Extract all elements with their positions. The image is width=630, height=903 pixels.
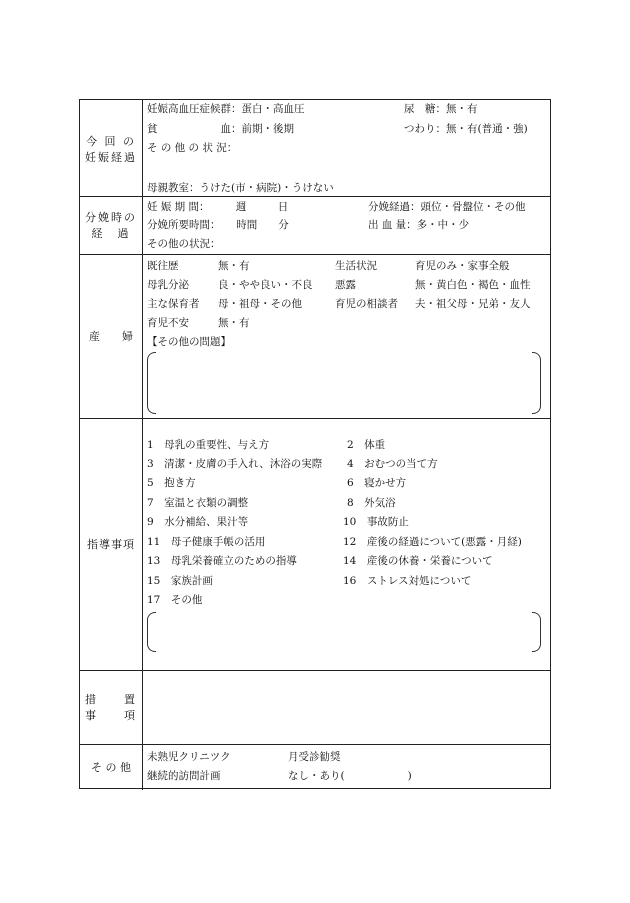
guidance-item: 13 母乳栄養確立のための指導 bbox=[147, 555, 297, 567]
pih-field: 妊娠高血圧症候群：蛋白・高血圧 bbox=[147, 103, 305, 115]
measures-header-line2: 事 項 bbox=[85, 708, 137, 722]
urine-sugar-field: 尿 糖：無・有 bbox=[404, 103, 478, 115]
milk-label: 母乳分泌 bbox=[147, 279, 189, 291]
guidance-item: 17 その他 bbox=[147, 594, 203, 606]
life-value: 育児のみ・家事全般 bbox=[415, 260, 510, 272]
advisor-value: 夫・祖父母・兄弟・友人 bbox=[415, 298, 531, 310]
guidance-item: 8 外気浴 bbox=[347, 497, 396, 509]
measures-header-line1: 措 置 bbox=[85, 692, 137, 706]
delivery-header bbox=[80, 197, 143, 254]
measures-content bbox=[142, 671, 550, 744]
guidance-item: 14 産後の休養・栄養について bbox=[343, 555, 493, 567]
delivery-header-line2: 経 過 bbox=[91, 226, 131, 240]
guidance-item: 7 室温と衣類の調整 bbox=[147, 497, 249, 509]
milk-value: 良・やや良い・不良 bbox=[218, 279, 313, 291]
pregnancy-other-field: そ の 他 の 状 況： bbox=[147, 142, 238, 154]
other-problems-bracket-right bbox=[532, 352, 541, 414]
lochia-value: 無・黄白色・褐色・血性 bbox=[415, 279, 531, 291]
caregiver-label: 主な保育者 bbox=[147, 298, 200, 310]
lochia-label: 悪露 bbox=[335, 279, 356, 291]
measures-section bbox=[80, 670, 550, 744]
guidance-item: 9 水分補給、果汁等 bbox=[147, 516, 249, 528]
caregiver-value: 母・祖母・その他 bbox=[218, 298, 302, 310]
pregnancy-header bbox=[80, 100, 143, 199]
mother-header: 産 婦 bbox=[80, 255, 143, 418]
guidance-item: 1 母乳の重要性、与え方 bbox=[147, 439, 270, 451]
guidance-item: 3 清潔・皮膚の手入れ、沐浴の実際 bbox=[147, 458, 323, 470]
life-label: 生活状況 bbox=[335, 260, 377, 272]
visit-plan-value: なし・あり( ) bbox=[288, 770, 412, 782]
postpartum-record-form bbox=[79, 99, 551, 789]
delivery-header-line1: 分娩時の bbox=[85, 210, 137, 224]
pregnancy-header-line2: 妊娠経過 bbox=[85, 150, 137, 164]
pregnancy-section bbox=[80, 100, 550, 199]
pregnancy-header-line1: 今 回 の bbox=[86, 134, 136, 148]
history-label: 既往歴 bbox=[147, 260, 179, 272]
anxiety-label: 育児不安 bbox=[147, 317, 189, 329]
guidance-item: 12 産後の経過について(悪露・月経) bbox=[343, 536, 522, 548]
delivery-other-field: その他の状況： bbox=[147, 238, 221, 250]
visit-plan-label: 継続的訪問計画 bbox=[147, 770, 221, 782]
others-header: そ の 他 bbox=[80, 745, 143, 790]
guidance-item: 15 家族計画 bbox=[147, 575, 213, 587]
other-problems-bracket-left bbox=[147, 352, 156, 414]
guidance-item: 16 ストレス対処について bbox=[343, 575, 472, 587]
delivery-course-field: 分娩経過：頭位・骨盤位・その他 bbox=[368, 201, 526, 213]
premature-clinic: 未熟児クリニツク bbox=[147, 751, 231, 763]
parent-class-field: 母親教室：うけた(市・病院)・うけない bbox=[147, 182, 334, 194]
guidance-item: 4 おむつの当て方 bbox=[347, 458, 438, 470]
mother-section bbox=[80, 254, 550, 418]
checkup-recommendation: 月受診勧奨 bbox=[288, 751, 341, 763]
other-problems-label: 【その他の問題】 bbox=[147, 336, 231, 348]
blood-loss-field: 出 血 量：多・中・少 bbox=[368, 219, 470, 231]
anemia-field: 貧 血：前期・後期 bbox=[147, 123, 294, 135]
delivery-section bbox=[80, 196, 550, 254]
guidance-section bbox=[80, 418, 550, 670]
morning-sickness-field: つわり：無・有(普通・強) bbox=[404, 123, 528, 135]
guidance-bracket-right bbox=[532, 612, 541, 652]
anxiety-value: 無・有 bbox=[218, 317, 250, 329]
guidance-header: 指導事項 bbox=[80, 419, 143, 670]
guidance-item: 5 抱き方 bbox=[147, 477, 196, 489]
guidance-bracket-left bbox=[147, 612, 156, 652]
advisor-label: 育児の相談者 bbox=[335, 298, 398, 310]
guidance-item: 2 体重 bbox=[347, 439, 386, 451]
others-section bbox=[80, 744, 550, 790]
history-value: 無・有 bbox=[218, 260, 250, 272]
guidance-item: 6 寝かせ方 bbox=[347, 477, 407, 489]
guidance-item: 11 母子健康手帳の活用 bbox=[147, 536, 266, 548]
guidance-item: 10 事故防止 bbox=[343, 516, 409, 528]
measures-header bbox=[80, 671, 143, 744]
labor-duration-field: 分娩所要時間： 時間 分 bbox=[147, 219, 289, 231]
pregnancy-weeks-field: 妊 娠 期 間： 週 日 bbox=[147, 201, 289, 213]
